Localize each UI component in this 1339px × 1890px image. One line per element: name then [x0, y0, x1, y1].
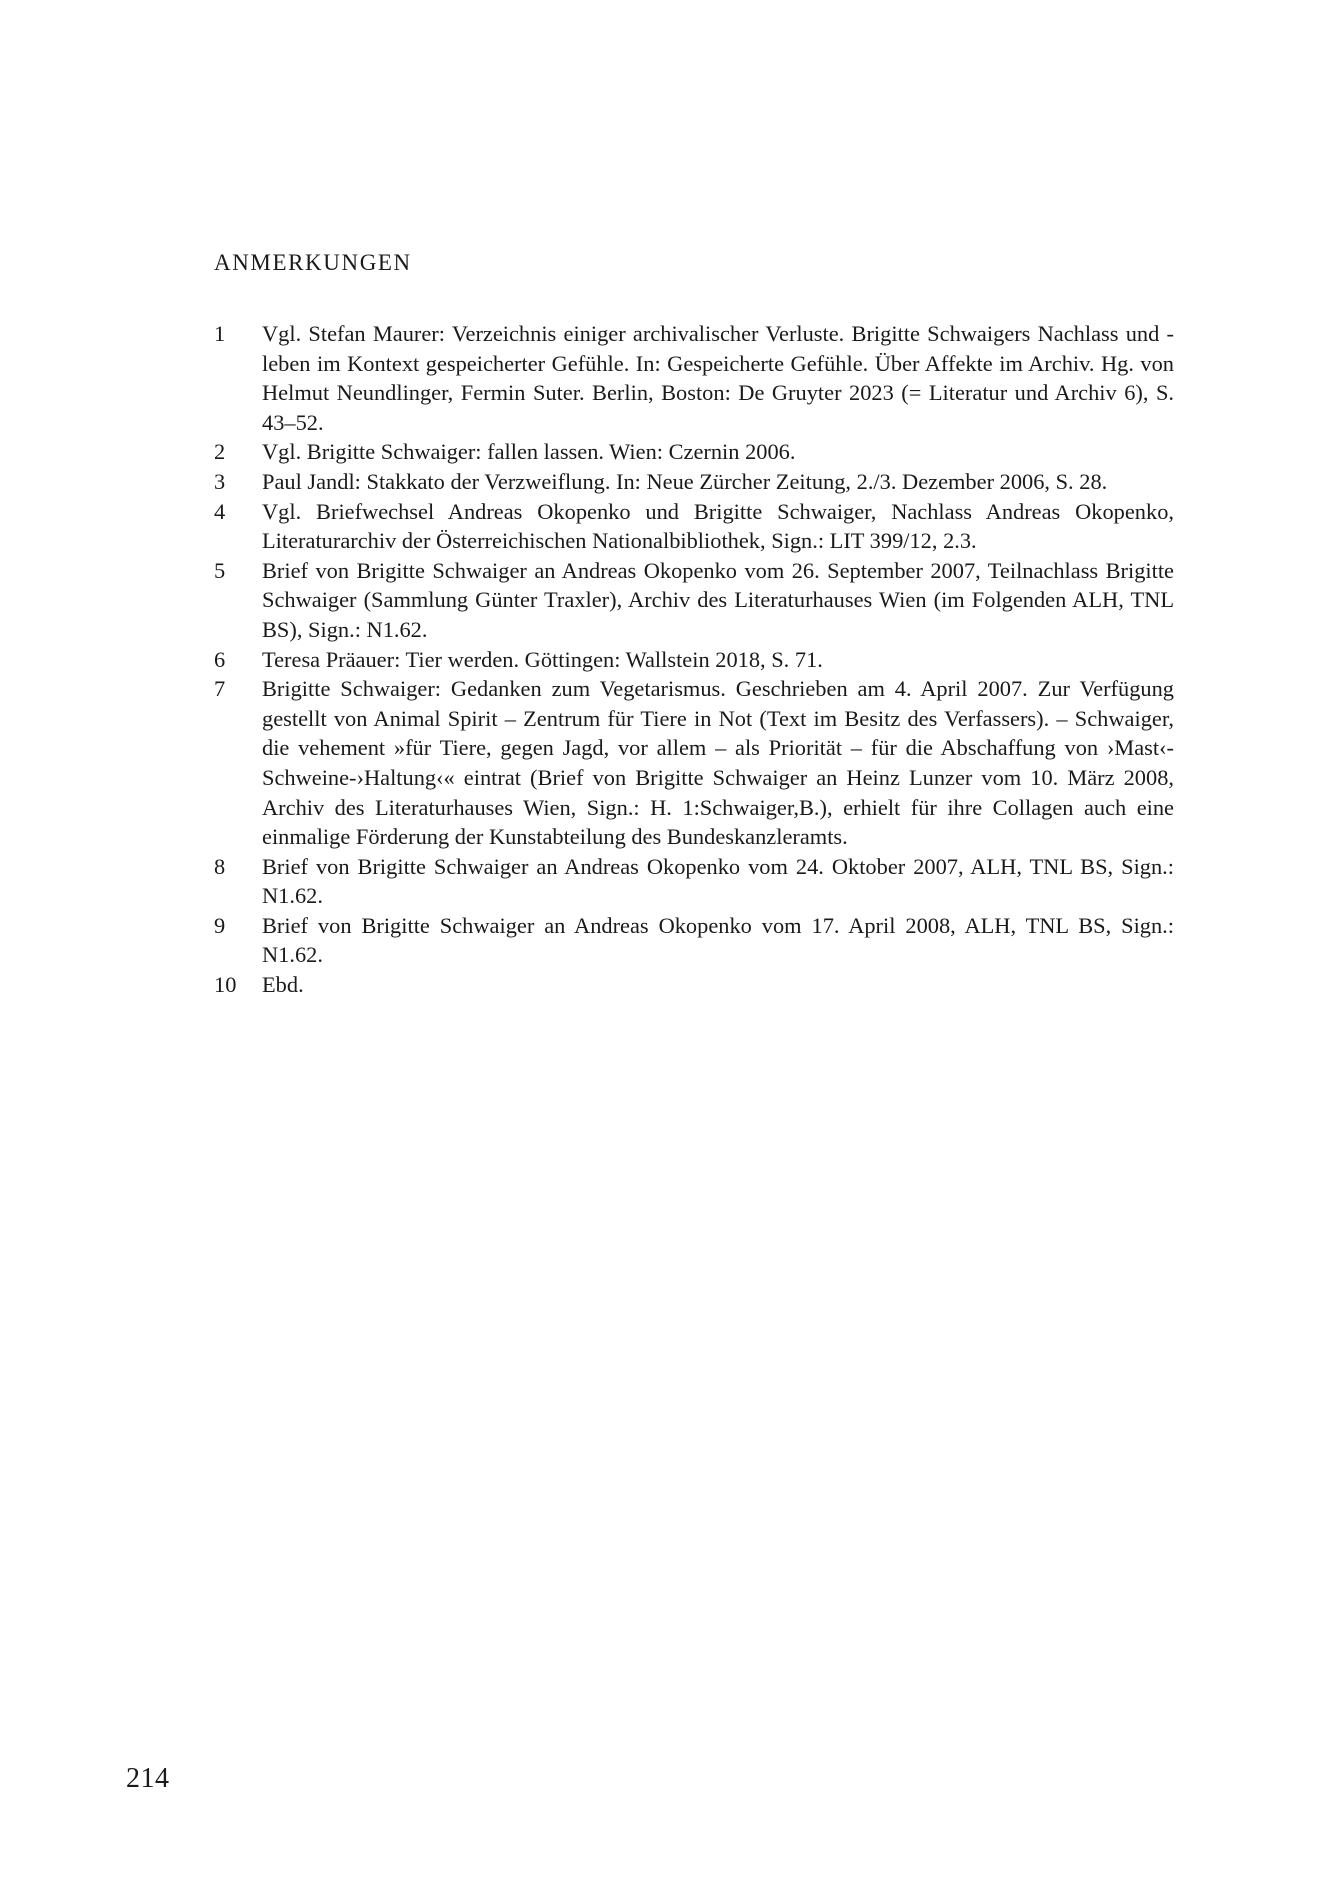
endnote-number: 2 — [214, 439, 226, 465]
endnote-text: Brief von Brigitte Schwaiger an Andreas Okopenko vom 26. September 2007, Teilnachlass Brigitte Schwaiger (Sammlung Günter Traxler), Archiv des Literaturhauses Wien (im Folgenden ALH, TNL BS), Sign.: N1.62. — [262, 557, 1174, 642]
endnote-number: 1 — [214, 321, 226, 346]
endnote-text: Brigitte Schwaiger: Gedanken zum Vegetarismus. Geschrieben am 4. April 2007. Zur Verfügung gestellt von Animal Spirit – Zentrum für Tiere in Not (Text im Besitz des Verfassers). – Schwaiger, die vehement »für Tiere, gegen Jagd, vor allem – als Priorität – für die Abschaffung von ›Mast‹-Schweine-›Haltung‹« eintrat (Brief von Brigitte Schwaiger an Heinz Lunzer vom 10. März 2008, Archiv des Literaturhauses Wien, Sign.: H. 1:Schwaiger,B.), erhielt für ihre Collagen auch eine einmalige Förderung der Kunstabteilung des Bundeskanzleramts. — [262, 676, 1174, 850]
page-number: 214 — [126, 1763, 170, 1794]
section-heading: ANMERKUNGEN — [214, 250, 412, 275]
endnote — [214, 852, 1174, 911]
endnote-number: 3 — [214, 468, 226, 494]
endnote-text: Vgl. Brigitte Schwaiger: fallen lassen. Wien: Czernin 2006. — [262, 439, 796, 465]
endnote-number: 6 — [214, 646, 226, 672]
endnote-text: Vgl. Stefan Maurer: Verzeichnis einiger archivalischer Verluste. Brigitte Schwaigers Nachlass und -leben im Kontext gespeicherter Gefühle. In: Gespeicherte Gefühle. Über Affekte im Archiv. Hg. von Helmut Neundlinger, Fermin Suter. Berlin, Boston: De Gruyter 2023 (= Literatur und Archiv 6), S. 43–52. — [262, 321, 1174, 435]
endnote-number: 9 — [214, 912, 226, 938]
endnote-number: 5 — [214, 557, 226, 583]
endnote-number: 8 — [214, 853, 226, 879]
endnote-number: 10 — [214, 972, 237, 998]
endnote-number: 7 — [214, 676, 226, 702]
endnotes-list — [214, 319, 1174, 1000]
endnote — [214, 911, 1174, 970]
endnote — [214, 319, 1174, 437]
endnote — [214, 674, 1174, 852]
endnote-text: Ebd. — [262, 972, 304, 998]
endnote-text: Brief von Brigitte Schwaiger an Andreas Okopenko vom 24. Oktober 2007, ALH, TNL BS, Sign.: N1.62. — [262, 853, 1174, 909]
endnote-text: Vgl. Briefwechsel Andreas Okopenko und Brigitte Schwaiger, Nachlass Andreas Okopenko, Literaturarchiv der Österreichischen Nationalbibliothek, Sign.: LIT 399/12, 2.3. — [262, 498, 1174, 554]
endnote — [214, 556, 1174, 645]
endnote-text: Brief von Brigitte Schwaiger an Andreas Okopenko vom 17. April 2008, ALH, TNL BS, Sign.: N1.62. — [262, 912, 1174, 968]
endnote — [214, 437, 1174, 467]
endnote — [214, 970, 1174, 1000]
endnote — [214, 497, 1174, 556]
endnote-number: 4 — [214, 498, 226, 524]
endnote-text: Teresa Präauer: Tier werden. Göttingen: Wallstein 2018, S. 71. — [262, 646, 823, 672]
endnote-text: Paul Jandl: Stakkato der Verzweiflung. In: Neue Zürcher Zeitung, 2./3. Dezember 2006, S. 28. — [262, 468, 1108, 494]
endnote — [214, 467, 1174, 497]
endnote — [214, 645, 1174, 675]
